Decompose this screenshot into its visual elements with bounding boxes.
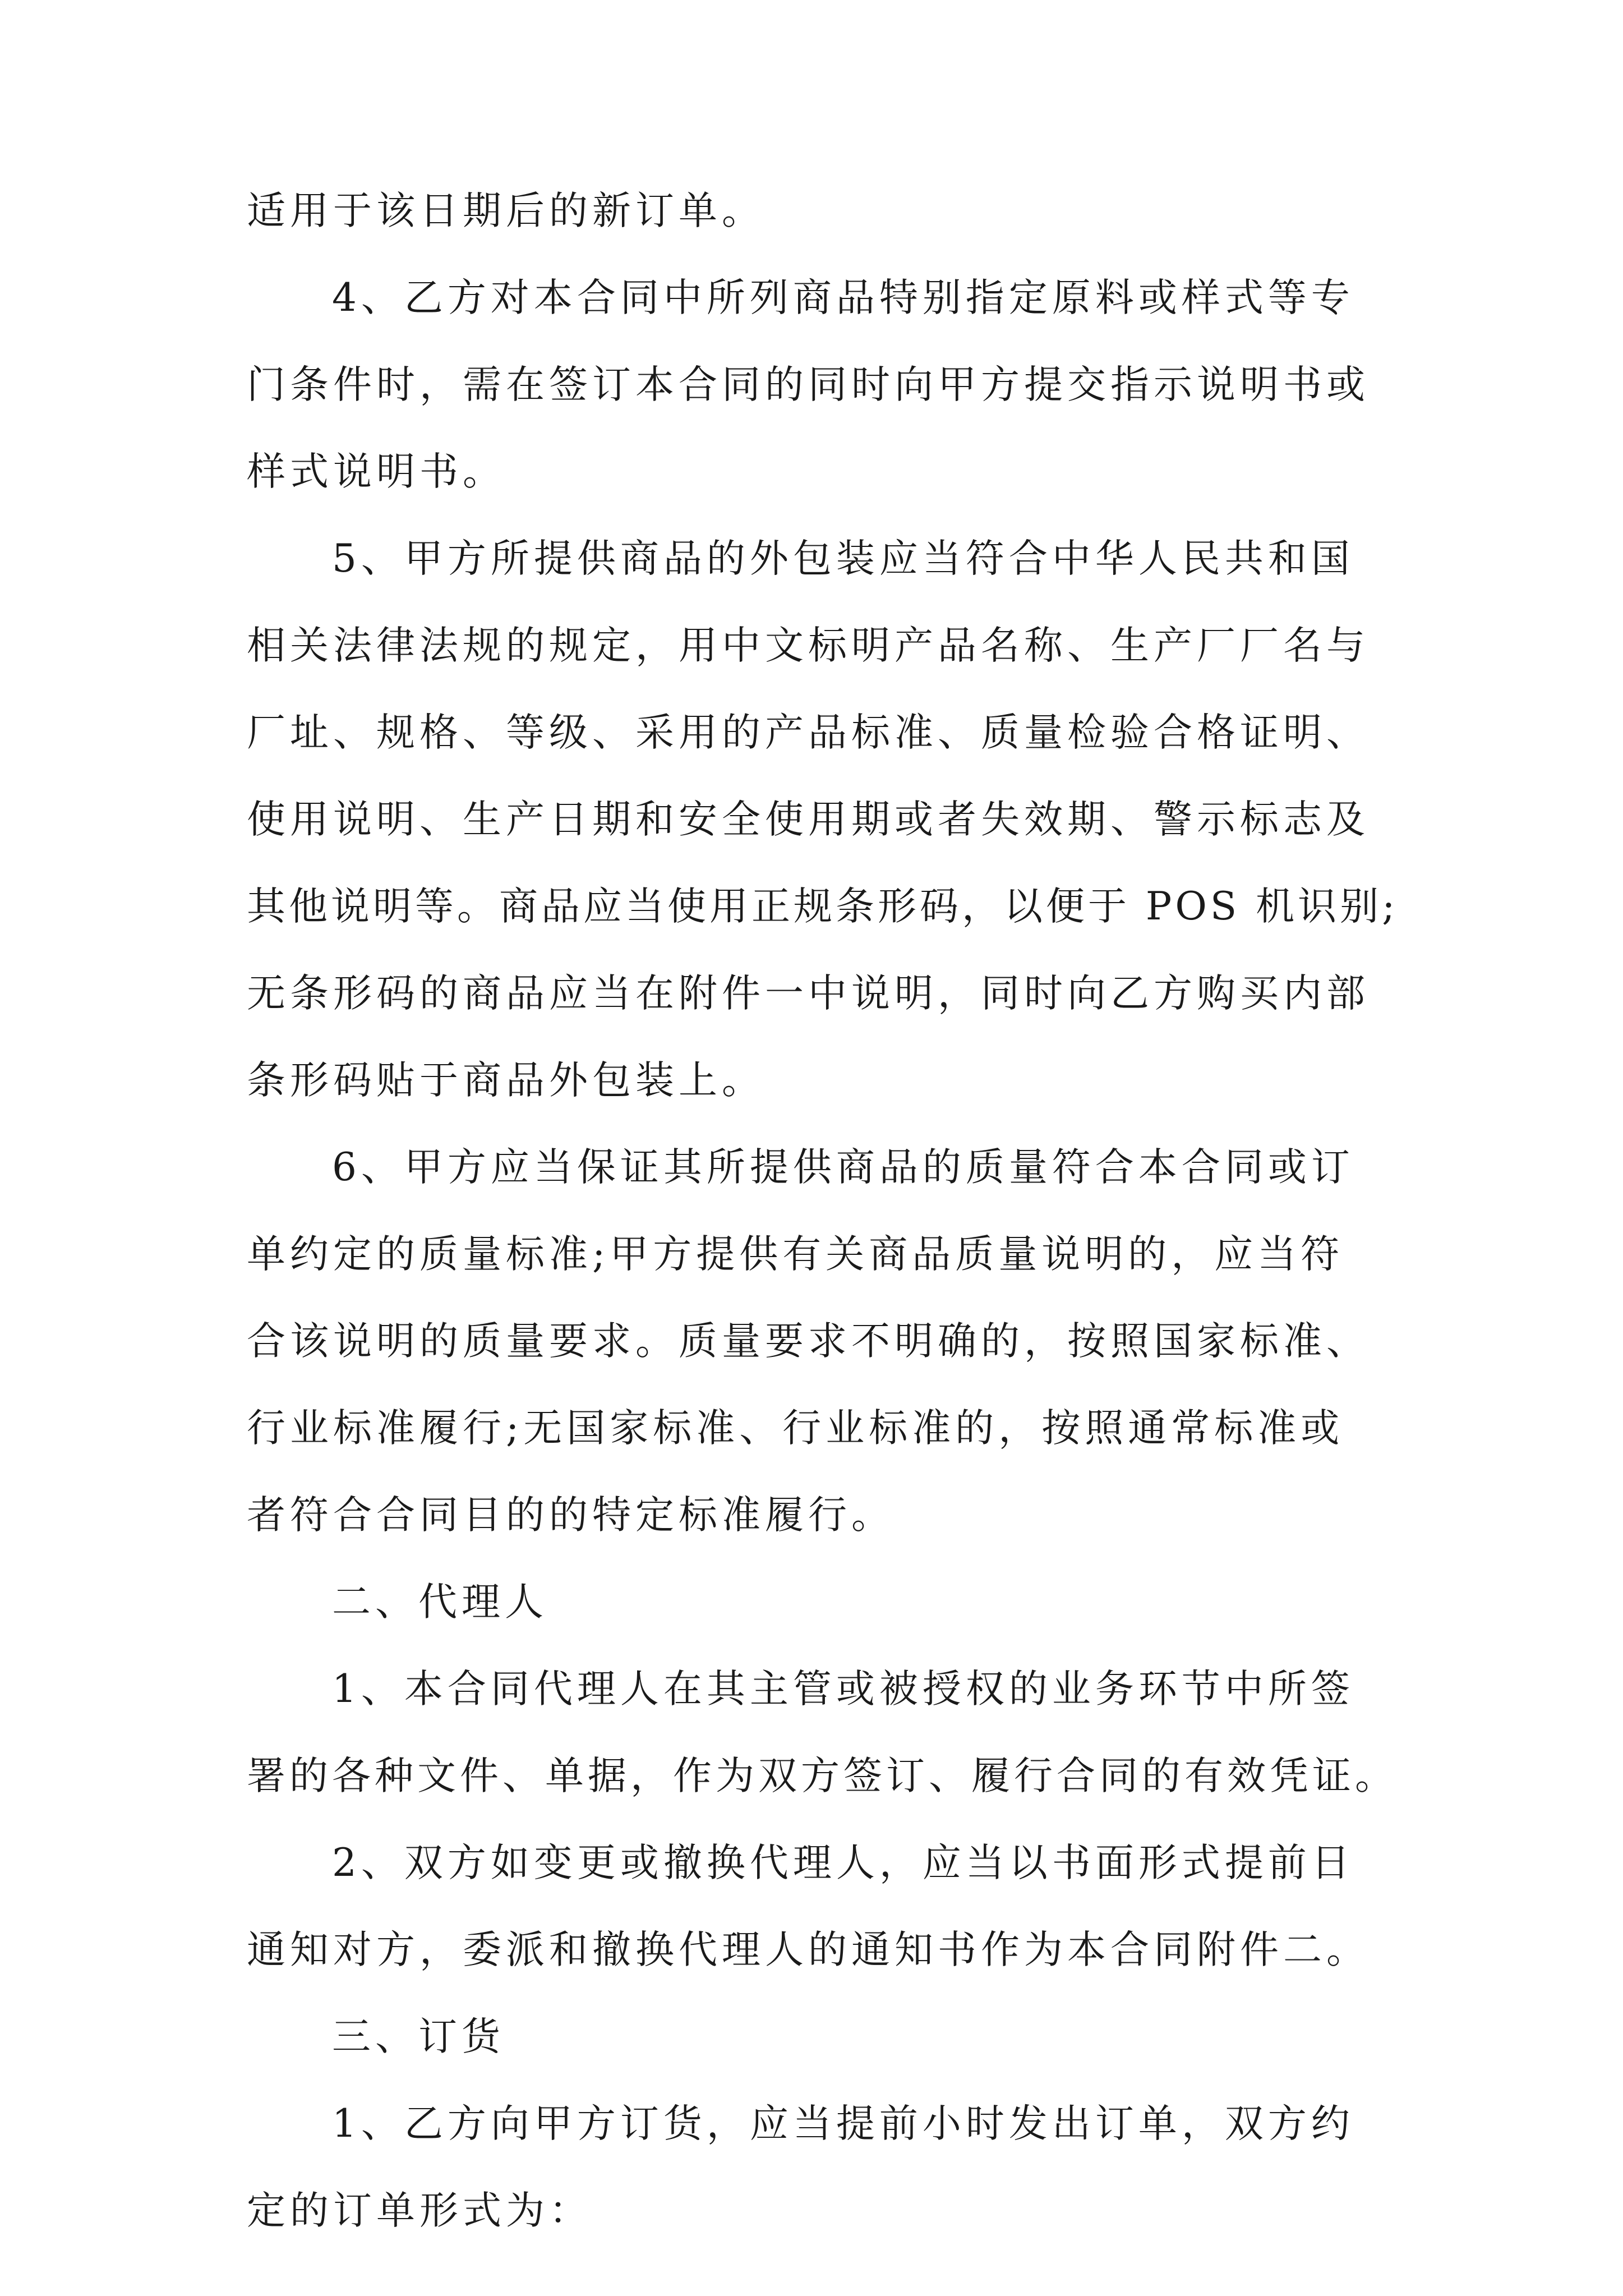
- text-line: 通知对方，委派和撤换代理人的通知书作为本合同附件二。: [247, 1927, 1370, 1972]
- text-line: 使用说明、生产日期和安全使用期或者失效期、警示标志及: [247, 797, 1370, 842]
- text-line: 无条形码的商品应当在附件一中说明，同时向乙方购买内部: [247, 971, 1370, 1016]
- text-line: 条形码贴于商品外包装上。: [247, 1058, 765, 1103]
- paragraph-5-line-1: 5、甲方所提供商品的外包装应当符合中华人民共和国: [332, 536, 1354, 581]
- text-line: 样式说明书。: [247, 449, 506, 494]
- paragraph-4-line-1: 4、乙方对本合同中所列商品特别指定原料或样式等专: [332, 275, 1354, 320]
- text-line: 署的各种文件、单据，作为双方签订、履行合同的有效凭证。: [247, 1754, 1398, 1798]
- agent-item-2-line-1: 2、双方如变更或撤换代理人，应当以书面形式提前日: [332, 1841, 1354, 1885]
- text-line: 相关法律法规的规定，用中文标明产品名称、生产厂厂名与: [247, 623, 1370, 668]
- text-line: 适用于该日期后的新订单。: [247, 188, 765, 233]
- text-line: 合该说明的质量要求。质量要求不明确的，按照国家标准、: [247, 1319, 1370, 1364]
- text-line: 单约定的质量标准;甲方提供有关商品质量说明的，应当符: [247, 1232, 1344, 1277]
- text-line: 其他说明等。商品应当使用正规条形码，以便于 POS 机识别;: [247, 884, 1399, 929]
- section-heading-order: 三、订货: [332, 2014, 505, 2059]
- text-line: 者符合合同目的的特定标准履行。: [247, 1493, 895, 1538]
- text-line: 定的订单形式为：: [247, 2188, 592, 2233]
- text-line: 行业标准履行;无国家标准、行业标准的，按照通常标准或: [247, 1406, 1344, 1451]
- text-line: 厂址、规格、等级、采用的产品标准、质量检验合格证明、: [247, 710, 1370, 755]
- section-heading-agent: 二、代理人: [332, 1580, 548, 1625]
- agent-item-1-line-1: 1、本合同代理人在其主管或被授权的业务环节中所签: [332, 1667, 1354, 1711]
- order-item-1-line-1: 1、乙方向甲方订货，应当提前小时发出订单，双方约: [332, 2101, 1354, 2146]
- paragraph-6-line-1: 6、甲方应当保证其所提供商品的质量符合本合同或订: [332, 1145, 1354, 1190]
- text-line: 门条件时，需在签订本合同的同时向甲方提交指示说明书或: [247, 362, 1370, 407]
